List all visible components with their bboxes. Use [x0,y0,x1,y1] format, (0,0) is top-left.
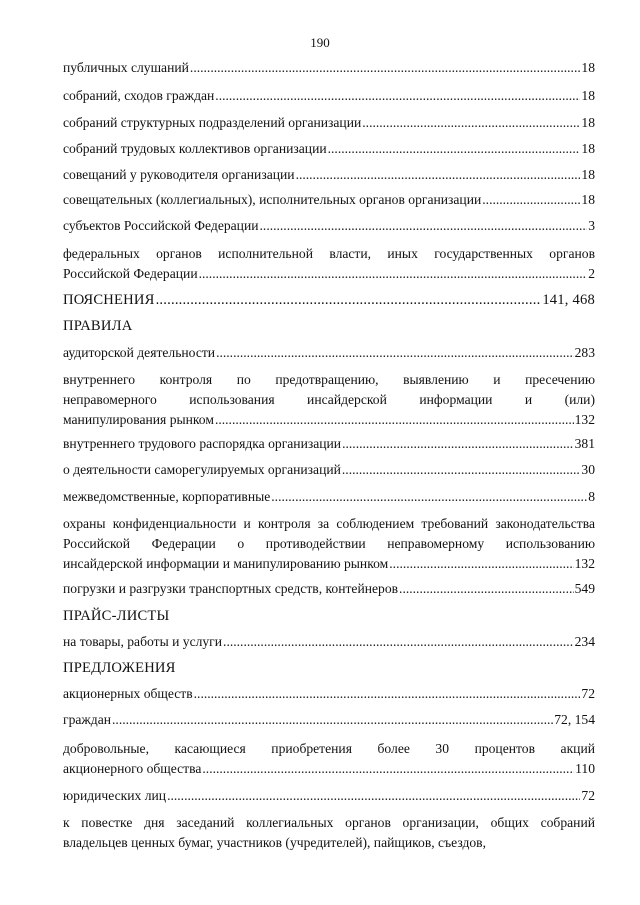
dot-leader [399,579,574,599]
page-reference: 8 [588,489,595,504]
dot-leader [271,487,587,507]
dot-leader [190,58,580,78]
section-heading: ПРАЙС-ЛИСТЫ [63,608,170,624]
page-reference: 18 [581,192,595,207]
section-heading: ПРЕДЛОЖЕНИЯ [63,660,176,676]
entry-line: охраны конфиденциальности и контроля за соблюдением требований законодательства [63,516,595,531]
index-entry [63,165,595,185]
entry-row [63,113,595,133]
entry-line: добровольные, касающиеся приобретения более 30 процентов акций [63,741,595,756]
entry-row [63,216,595,236]
dot-leader [223,632,574,652]
page-reference: 18 [581,88,595,103]
entry-label: инсайдерской информации и манипулированию рынком [63,556,389,571]
entry-line: к повестке дня заседаний коллегиальных органов организации, общих собраний [63,815,595,830]
entry-label: на товары, работы и услуги [63,634,223,649]
entry-row [63,487,595,507]
index-entry [63,684,595,704]
entry-row [63,343,595,363]
page-reference: 549 [574,581,595,596]
page-reference: 3 [588,218,595,233]
page-reference: 72 [581,788,595,803]
dot-leader [260,216,588,236]
entry-row [63,165,595,185]
entry-label: внутреннего трудового распорядка организации [63,436,342,451]
entry-line: владельцев ценных бумаг, участников (учредителей), пайщиков, съездов, [63,835,486,850]
entry-row [63,410,595,430]
page-reference: 381 [574,436,595,451]
entry-row [63,139,595,159]
entry-row [63,710,595,730]
page-reference: 234 [574,634,595,649]
page-reference: 18 [581,141,595,156]
index-entry [63,487,595,507]
entry-row [63,264,595,284]
entry-row [63,460,595,480]
page-reference: 30 [581,462,595,477]
section-heading: ПРАВИЛА [63,318,133,334]
index-text [63,813,595,853]
page-reference: 72 [581,686,595,701]
index-entry [63,244,595,284]
entry-label: акционерных обществ [63,686,193,701]
page-reference: 132 [574,412,595,427]
entry-label: совещаний у руководителя организации [63,167,295,182]
entry-line: внутреннего контроля по предотвращению, выявлению и пресечению [63,372,595,387]
page-reference: 18 [581,115,595,130]
index-entry [63,434,595,454]
entry-row [63,786,595,806]
entry-label: о деятельности саморегулируемых организаций [63,462,341,477]
entry-row [63,684,595,704]
page-reference: 18 [581,60,595,75]
index-entry [63,632,595,652]
index-entry [63,370,595,430]
entry-row [63,86,595,106]
entry-label: собраний структурных подразделений организации [63,115,362,130]
entry-label: совещательных (коллегиальных), исполнительных органов организации [63,192,482,207]
entry-label: погрузки и разгрузки транспортных средств, контейнеров [63,581,399,596]
index-entry [63,86,595,106]
index-entry [63,58,595,78]
dot-leader [342,434,574,454]
entry-label: публичных слушаний [63,60,189,75]
page-reference: 141, 468 [542,292,595,308]
entry-row [63,632,595,652]
entry-row [63,434,595,454]
entry-label: аудиторской деятельности [63,345,216,360]
index-entry [63,343,595,363]
page-reference: 72, 154 [554,712,595,727]
page-reference: 132 [574,556,595,571]
dot-leader [389,554,573,574]
dot-leader [215,86,580,106]
entry-label: межведомственные, корпоративные [63,489,271,504]
dot-leader [112,710,553,730]
index-entry [63,190,595,210]
dot-leader [328,139,581,159]
section-heading [63,290,595,310]
entry-label: юридических лиц [63,788,167,803]
index-entry [63,739,595,779]
entry-label: собраний, сходов граждан [63,88,215,103]
index-entry [63,139,595,159]
dot-leader [202,759,574,779]
dot-leader [156,290,542,310]
entry-label: Российской Федерации [63,266,198,281]
dot-leader [167,786,580,806]
entry-label: манипулирования рынком [63,412,214,427]
entry-label: акционерного общества [63,761,202,776]
dot-leader [199,264,588,284]
index-entry [63,113,595,133]
entry-row [63,190,595,210]
entry-line: неправомерного использования инсайдерской информации и (или) [63,392,595,407]
index-entry [63,579,595,599]
dot-leader [216,343,574,363]
page-reference: 18 [581,167,595,182]
entry-label: граждан [63,712,112,727]
page-reference: 110 [575,761,595,776]
dot-leader [342,460,581,480]
index-entry [63,710,595,730]
index-entry [63,786,595,806]
entry-label: субъектов Российской Федерации [63,218,259,233]
entry-row [63,579,595,599]
dot-leader [362,113,580,133]
entry-row [63,290,595,310]
dot-leader [215,410,574,430]
entry-line: федеральных органов исполнительной власти, иных государственных органов [63,246,595,261]
entry-line: Российской Федерации о противодействии неправомерному использованию [63,536,595,551]
index-entry [63,460,595,480]
index-entry [63,514,595,574]
dot-leader [296,165,581,185]
entry-label: собраний трудовых коллективов организации [63,141,327,156]
entry-label: ПОЯСНЕНИЯ [63,292,155,308]
dot-leader [482,190,580,210]
entry-row [63,554,595,574]
page-reference: 283 [574,345,595,360]
entry-row [63,759,595,779]
index-entry [63,216,595,236]
dot-leader [194,684,581,704]
entry-row [63,58,595,78]
page-reference: 2 [588,266,595,281]
page-number: 190 [310,35,330,50]
